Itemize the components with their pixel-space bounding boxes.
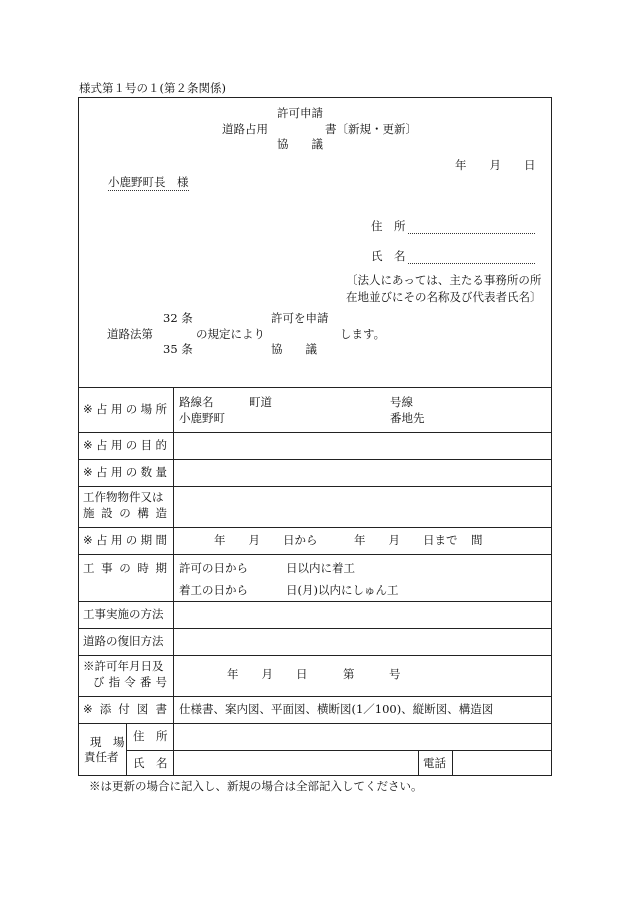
statement-suffix: します。 <box>340 327 386 341</box>
date-field[interactable]: 年 月 日 <box>455 158 536 172</box>
site-name-input[interactable] <box>174 751 417 775</box>
route-number-label: 号線 <box>390 395 413 409</box>
period-to[interactable]: 年 月 日まで <box>354 533 458 547</box>
addressee: 小鹿野町長 様 <box>108 175 189 189</box>
phone-label-divider-left <box>418 750 419 776</box>
row-divider <box>78 527 552 528</box>
structure-label-line1: 工作物物件又は <box>83 490 164 504</box>
timing-complete-within[interactable]: 日(月)以内にしゅん工 <box>286 583 399 597</box>
phone-input[interactable] <box>453 751 551 775</box>
site-manager-label-line1: 現 場 <box>90 735 125 749</box>
route-name-label: 路線名 <box>179 395 214 409</box>
site-address-label: 住 所 <box>133 729 168 743</box>
footnote: ※は更新の場合に記入し、新規の場合は全部記入してください。 <box>89 779 423 793</box>
site-label-divider <box>126 723 127 776</box>
period-from[interactable]: 年 月 日から <box>214 533 318 547</box>
lot-label: 番地先 <box>390 411 425 425</box>
address-label: 住 所 <box>371 219 406 233</box>
purpose-input[interactable] <box>174 433 551 458</box>
name-input[interactable] <box>408 251 535 264</box>
town-label: 小鹿野町 <box>179 411 225 425</box>
permit-label-line1: ※許可年月日及 <box>83 659 164 673</box>
timing-complete-from: 着工の日から <box>179 583 248 597</box>
row-divider <box>78 554 552 555</box>
corporation-note-line2: 在地並びにその名称及び代表者氏名〕 <box>346 290 542 304</box>
period-label: ※ 占 用 の 期 間 <box>83 533 167 547</box>
timing-start-from: 許可の日から <box>179 561 248 575</box>
structure-input[interactable] <box>174 487 551 526</box>
article-35: 35 条 <box>163 342 193 356</box>
timing-start-within[interactable]: 日以内に着工 <box>286 561 355 575</box>
road-law-label: 道路法第 <box>107 327 153 341</box>
attachments-list: 仕様書、案内図、平面図、横断図(1／100)、縦断図、構造図 <box>179 702 494 716</box>
quantity-label: ※ 占 用 の 数 量 <box>83 465 167 479</box>
construction-timing-label: 工 事 の 時 期 <box>83 561 167 575</box>
title-consultation: 協 議 <box>277 137 323 151</box>
period-between: 間 <box>471 533 483 547</box>
permit-date[interactable]: 年 月 日 <box>227 667 308 681</box>
restoration-label: 道路の復旧方法 <box>83 634 164 648</box>
title-road-occupancy: 道路占用 <box>222 122 268 136</box>
row-divider <box>78 696 552 697</box>
quantity-input[interactable] <box>174 460 551 485</box>
row-divider <box>78 655 552 656</box>
structure-label-line2: 施 設 の 構 造 <box>83 506 167 520</box>
town-road-label: 町道 <box>249 395 272 409</box>
title-permit-application: 許可申請 <box>277 106 323 120</box>
location-label: ※ 占 用 の 場 所 <box>83 402 167 416</box>
site-name-label: 氏 名 <box>133 756 168 770</box>
method-label: 工事実施の方法 <box>83 607 164 621</box>
request-permit-text: 許可を申請 <box>271 311 329 325</box>
restoration-input[interactable] <box>174 629 551 654</box>
site-manager-label-line2: 責任者 <box>84 750 119 764</box>
attachments-label: ※ 添 付 図 書 <box>83 702 167 716</box>
provision-text: の規定により <box>196 327 265 341</box>
table-top-border <box>78 387 552 388</box>
phone-label: 電話 <box>423 756 446 770</box>
permit-number[interactable]: 第 号 <box>343 667 401 681</box>
name-label: 氏 名 <box>371 249 406 263</box>
article-32: 32 条 <box>163 311 193 325</box>
site-address-input[interactable] <box>174 724 551 749</box>
title-document-type: 書〔新規・更新〕 <box>325 122 417 136</box>
permit-label-line2: び 指 令 番 号 <box>93 675 167 689</box>
address-input[interactable] <box>408 221 535 234</box>
method-input[interactable] <box>174 602 551 627</box>
request-consult-text: 協 議 <box>271 342 317 356</box>
corporation-note-line1: 〔法人にあっては、主たる事務所の所 <box>346 273 542 287</box>
purpose-label: ※ 占 用 の 目 的 <box>83 438 167 452</box>
form-number: 様式第１号の１(第２条関係) <box>79 81 226 95</box>
